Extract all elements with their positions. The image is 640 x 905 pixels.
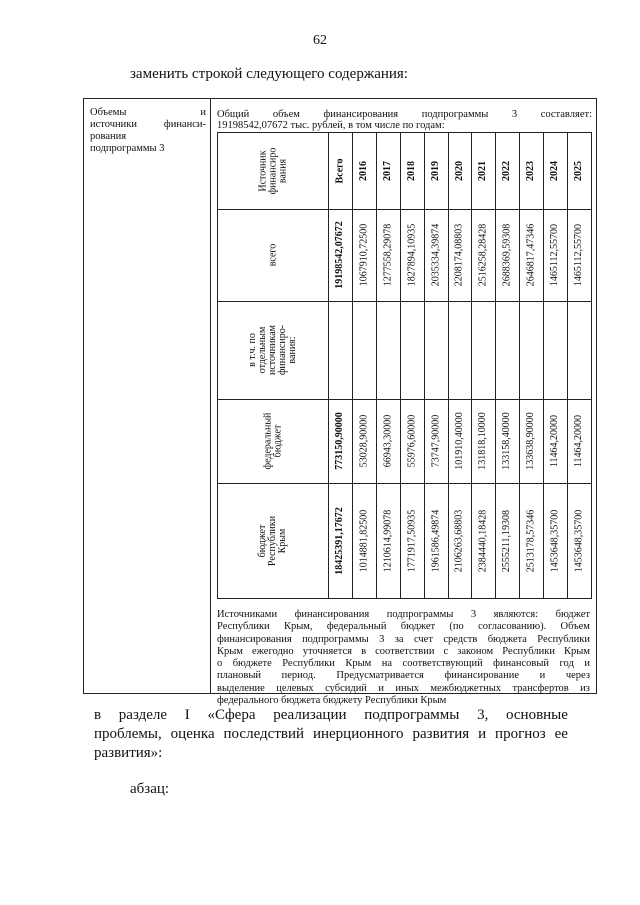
table-cell bbox=[471, 133, 495, 209]
word: 3 bbox=[470, 609, 477, 620]
program-table-frame bbox=[83, 98, 597, 707]
table-cell-text: 1827894,10935 bbox=[406, 223, 417, 287]
word: Крым bbox=[345, 658, 372, 670]
word: о bbox=[217, 658, 223, 670]
word: Крым, bbox=[283, 621, 313, 633]
table-cell-text: 2019 bbox=[430, 161, 441, 181]
table-cell bbox=[328, 209, 352, 301]
footer-line bbox=[217, 683, 590, 695]
word: трансфертов bbox=[512, 682, 569, 694]
word: федерального бюджета бюджету Республики Крым bbox=[217, 695, 447, 707]
table-cell bbox=[352, 133, 376, 209]
table-cell bbox=[448, 209, 471, 301]
table-cell bbox=[519, 209, 543, 301]
table-cell bbox=[424, 209, 448, 301]
table-cell bbox=[376, 209, 400, 301]
table-cell-text: 2022 bbox=[501, 161, 512, 181]
word: бюджет bbox=[555, 609, 590, 620]
header-line bbox=[217, 109, 592, 120]
word: составляет: bbox=[540, 109, 592, 120]
table-cell-text: Всего bbox=[334, 158, 345, 184]
word: и bbox=[378, 682, 384, 694]
word: реализации bbox=[273, 707, 347, 723]
word: бюджет bbox=[400, 621, 436, 633]
footer-line bbox=[217, 670, 590, 682]
table-cell bbox=[352, 399, 376, 483]
row-header-cell-text: в т.ч. по отдельным источникам финансиро- вания: bbox=[247, 324, 298, 376]
footer-line bbox=[217, 621, 590, 633]
row-header-cell bbox=[218, 209, 328, 301]
word: Предусматривается bbox=[336, 670, 424, 682]
word: объем bbox=[272, 109, 300, 120]
table-cell bbox=[328, 399, 352, 483]
table-cell-text: 1465112,55700 bbox=[573, 223, 585, 287]
row-header-cell-text: федеральный бюджет bbox=[262, 412, 283, 470]
word: подпрограммы bbox=[364, 707, 460, 723]
word: оценка bbox=[170, 726, 215, 742]
table-cell bbox=[567, 209, 591, 301]
table-cell-text: 1771917,50935 bbox=[406, 509, 417, 572]
table-cell bbox=[400, 483, 424, 598]
table-cell bbox=[519, 399, 543, 483]
word: бюджете bbox=[232, 658, 272, 670]
word: развития»: bbox=[94, 745, 163, 761]
table-cell-text: 2516258,28428 bbox=[477, 223, 488, 287]
table-cell-text: 55976,60000 bbox=[406, 414, 417, 468]
table-cell-text: 1210614,99078 bbox=[382, 509, 393, 572]
word: развития bbox=[412, 726, 470, 742]
table-cell-text: 19198542,07672 bbox=[334, 221, 345, 289]
word: источники bbox=[90, 119, 137, 130]
table-cell bbox=[352, 483, 376, 598]
table-cell-text: 18425391,17672 bbox=[334, 506, 345, 575]
table-cell-text: 2513178,57346 bbox=[525, 509, 536, 572]
table-cell-text: 1465112,55700 bbox=[549, 223, 561, 287]
table-cell bbox=[448, 399, 471, 483]
word: счет bbox=[413, 633, 433, 645]
word: законом bbox=[457, 645, 494, 657]
table-cell-text: 2021 bbox=[477, 161, 488, 181]
word: «Сфера bbox=[207, 707, 256, 723]
word: Крым bbox=[564, 645, 590, 657]
table-cell-text: 1453648,35700 bbox=[549, 509, 560, 572]
row-header-cell-text: всего bbox=[266, 243, 278, 267]
left-cell-line bbox=[90, 119, 206, 131]
table-cell bbox=[495, 209, 519, 301]
table-cell-text: 2023 bbox=[525, 161, 536, 181]
word: инерционного bbox=[312, 726, 404, 742]
table-cell bbox=[495, 133, 519, 209]
table-cell bbox=[328, 483, 352, 598]
table-cell-text: 1961586,49874 bbox=[430, 509, 441, 572]
word: межбюджетных bbox=[430, 682, 502, 694]
word: ежегодно bbox=[252, 645, 294, 657]
row-header-cell bbox=[218, 133, 328, 209]
left-cell-line bbox=[90, 131, 206, 143]
word: Крым bbox=[217, 645, 243, 657]
table-cell-text: 2555211,19308 bbox=[501, 509, 513, 572]
word: из bbox=[580, 682, 590, 694]
table-cell-text: 2208174,08803 bbox=[453, 223, 465, 287]
table-cell-text: 11464,20000 bbox=[573, 414, 585, 468]
table-cell-text: 1014881,82500 bbox=[358, 509, 369, 572]
row-header-cell-text: Источник финансиро вания bbox=[256, 147, 288, 195]
paragraph-line bbox=[94, 706, 568, 725]
table-cell-text: 2106263,68803 bbox=[453, 509, 465, 572]
word: подпрограммы bbox=[386, 609, 454, 620]
word: Общий bbox=[217, 109, 250, 120]
footer-line bbox=[217, 634, 590, 646]
table-cell bbox=[376, 483, 400, 598]
word: Республики bbox=[537, 633, 590, 645]
table-cell-text: 2384440,18428 bbox=[477, 509, 488, 572]
table-cell-text: 1067910,72500 bbox=[358, 223, 369, 287]
table-cell-text: 73747,90000 bbox=[430, 414, 441, 468]
table-cell-text: 2020 bbox=[453, 161, 465, 181]
header-line bbox=[217, 120, 592, 131]
table-cell bbox=[519, 133, 543, 209]
column-divider bbox=[210, 99, 211, 693]
table-cell bbox=[495, 399, 519, 483]
word: целевых bbox=[276, 682, 314, 694]
word: федеральный bbox=[326, 621, 387, 633]
word: финансирования bbox=[323, 109, 399, 120]
word: финансирование bbox=[444, 670, 519, 682]
table-cell bbox=[424, 399, 448, 483]
word: рования bbox=[90, 131, 127, 142]
table-cell-text: 131818,10000 bbox=[477, 412, 488, 470]
table-cell-text: 2688369,59308 bbox=[501, 223, 512, 287]
word: средств bbox=[443, 633, 478, 645]
word: в bbox=[361, 645, 367, 657]
table-cell-text: 133158,40000 bbox=[501, 412, 512, 470]
table-cell bbox=[519, 483, 543, 598]
paragraph-line bbox=[94, 725, 568, 744]
word: Республики bbox=[502, 645, 555, 657]
table-cell bbox=[567, 483, 591, 598]
word: подпрограммы 3 bbox=[90, 143, 165, 154]
table-cell bbox=[424, 133, 448, 209]
word: и bbox=[200, 107, 206, 118]
table-cell bbox=[328, 133, 352, 209]
word: являются: bbox=[493, 609, 539, 620]
table-cell-text: 2024 bbox=[549, 161, 560, 181]
word: уточняется bbox=[302, 645, 353, 657]
word: 19198542,07672 тыс. рублей, в том числе по годам: bbox=[217, 120, 445, 131]
footer-line bbox=[217, 646, 590, 658]
word: проблемы, bbox=[94, 726, 162, 742]
table-cell-text: 773150,90000 bbox=[334, 412, 345, 470]
word: финансовый bbox=[493, 658, 550, 670]
table-cell bbox=[543, 209, 567, 301]
word: основные bbox=[506, 707, 568, 723]
word: бюджета bbox=[487, 633, 527, 645]
table-cell-text: 133638,90000 bbox=[525, 412, 536, 470]
word: выделение bbox=[217, 682, 265, 694]
intro-line: заменить строкой следующего содержания: bbox=[130, 66, 408, 82]
table-cell bbox=[567, 133, 591, 209]
table-cell-text: 2035334,39874 bbox=[430, 223, 441, 287]
word: с bbox=[443, 645, 449, 657]
table-cell bbox=[543, 133, 567, 209]
row-header-cell bbox=[218, 483, 328, 598]
word: иных bbox=[395, 682, 419, 694]
table-cell-text: 101910,40000 bbox=[453, 412, 465, 470]
word: год bbox=[559, 658, 574, 670]
table-cell bbox=[400, 133, 424, 209]
word: Республики bbox=[282, 658, 335, 670]
table-cell-text: 2017 bbox=[382, 161, 393, 181]
table-cell bbox=[376, 399, 400, 483]
word: и bbox=[584, 658, 590, 670]
table-cell-text: 11464,20000 bbox=[549, 414, 561, 468]
word: Источниками bbox=[217, 609, 278, 620]
table-cell bbox=[543, 483, 567, 598]
word: финанси- bbox=[163, 119, 206, 130]
word: ее bbox=[554, 726, 568, 742]
word: подпрограммы bbox=[421, 109, 489, 120]
row-header-cell-text: бюджет Республики Крым bbox=[256, 515, 288, 566]
word: подпрограммы bbox=[302, 633, 369, 645]
table-cell bbox=[424, 483, 448, 598]
row-header-cell bbox=[218, 301, 328, 399]
footer-line bbox=[217, 658, 590, 670]
funding-sources-text bbox=[217, 609, 590, 707]
word: 3 bbox=[379, 633, 385, 645]
table-cell-text: 53028,90000 bbox=[358, 414, 369, 468]
table-cell-text: 66943,30000 bbox=[382, 414, 393, 468]
table-cell-text: 1277558,29078 bbox=[382, 223, 393, 287]
table-cell-text: 2646817,47346 bbox=[525, 223, 536, 287]
table-cell bbox=[448, 133, 471, 209]
word: Объем bbox=[560, 621, 590, 633]
table-cell bbox=[376, 133, 400, 209]
word: в bbox=[94, 707, 102, 723]
word: согласованию). bbox=[478, 621, 547, 633]
left-cell-line bbox=[90, 107, 206, 119]
word: Объемы bbox=[90, 107, 127, 118]
paragraph-line bbox=[94, 744, 568, 763]
table-cell bbox=[471, 483, 495, 598]
left-cell-line bbox=[90, 143, 206, 155]
word: (по bbox=[449, 621, 464, 633]
section-paragraph bbox=[94, 706, 568, 763]
word: соответствующий bbox=[402, 658, 483, 670]
word: и bbox=[478, 726, 487, 742]
word: финансирования bbox=[294, 609, 370, 620]
word: субсидий bbox=[325, 682, 367, 694]
word: 3 bbox=[511, 109, 518, 120]
table-cell bbox=[471, 209, 495, 301]
funding-total-text bbox=[217, 109, 592, 131]
word: прогноз bbox=[495, 726, 546, 742]
word: и bbox=[539, 670, 546, 682]
table-cell bbox=[543, 399, 567, 483]
table-cell bbox=[567, 399, 591, 483]
table-cell bbox=[400, 209, 424, 301]
word: через bbox=[565, 670, 590, 682]
page-number: 62 bbox=[313, 33, 327, 48]
word: последствий bbox=[223, 726, 305, 742]
word: Республики bbox=[217, 621, 270, 633]
word: финансирования bbox=[217, 633, 292, 645]
footer-line bbox=[217, 609, 590, 621]
table-cell-text: 2018 bbox=[406, 161, 417, 181]
row-header-cell bbox=[218, 399, 328, 483]
table-cell bbox=[400, 399, 424, 483]
abzac-label: абзац: bbox=[130, 781, 170, 797]
table-cell bbox=[495, 483, 519, 598]
word: 3, bbox=[477, 707, 489, 723]
word: соответствии bbox=[375, 645, 435, 657]
word: на bbox=[381, 658, 393, 670]
funding-table bbox=[217, 132, 592, 599]
table-cell bbox=[448, 483, 471, 598]
word: разделе bbox=[118, 707, 168, 723]
word: I bbox=[184, 707, 190, 723]
table-cell bbox=[471, 399, 495, 483]
word: плановый bbox=[217, 670, 262, 682]
table-cell-text: 2016 bbox=[358, 161, 369, 181]
word: за bbox=[394, 633, 404, 645]
table-cell bbox=[352, 209, 376, 301]
table-cell-text: 2025 bbox=[573, 161, 584, 181]
word: период. bbox=[281, 670, 316, 682]
left-cell-text bbox=[90, 107, 206, 155]
table-cell-text: 1453648,35700 bbox=[573, 509, 584, 572]
